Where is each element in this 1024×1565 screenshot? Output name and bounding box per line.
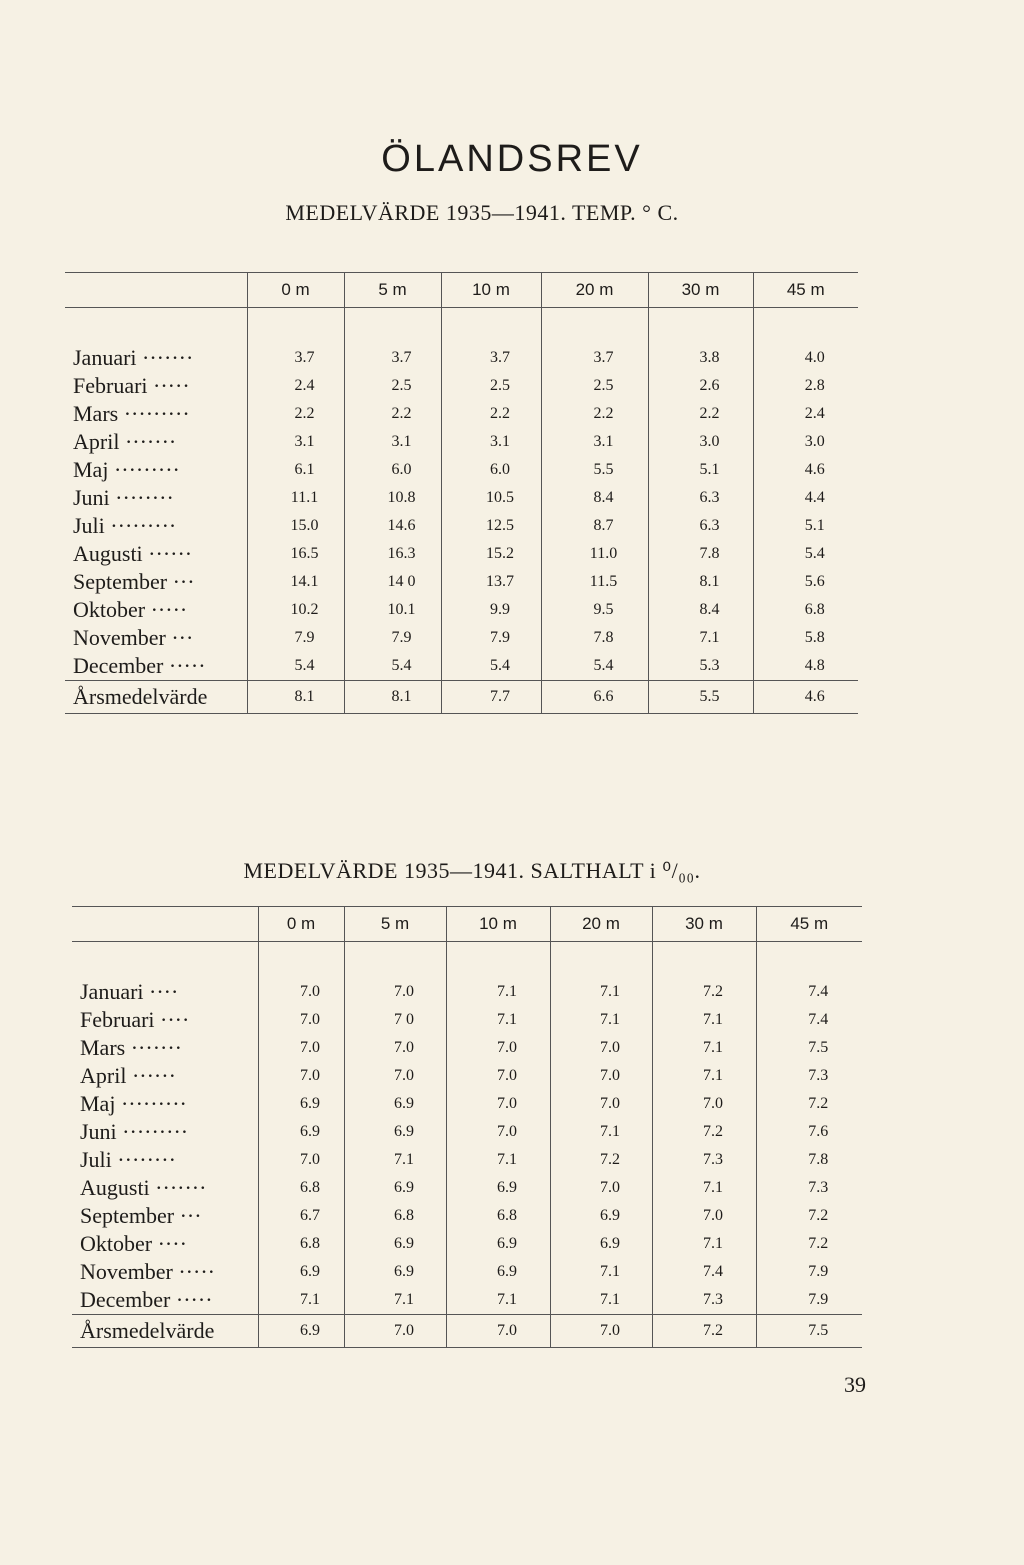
table-row bbox=[65, 652, 858, 681]
value-cell: 6.9 bbox=[344, 1258, 446, 1286]
summary-value: 6.9 bbox=[258, 1315, 344, 1348]
value-cell: 7.1 bbox=[446, 1286, 550, 1315]
table-row bbox=[72, 1202, 862, 1230]
table-row bbox=[72, 1174, 862, 1202]
summary-value: 4.6 bbox=[753, 681, 858, 714]
table-row bbox=[65, 568, 858, 596]
table-row bbox=[65, 484, 858, 512]
value-cell: 7.0 bbox=[652, 1090, 756, 1118]
value-cell: 6.9 bbox=[446, 1174, 550, 1202]
table-row bbox=[72, 1034, 862, 1062]
table-row bbox=[65, 624, 858, 652]
value-cell: 12.5 bbox=[441, 512, 541, 540]
value-cell: 2.2 bbox=[441, 400, 541, 428]
value-cell: 10.5 bbox=[441, 484, 541, 512]
row-label: December ····· bbox=[80, 1287, 213, 1312]
value-cell: 7.4 bbox=[756, 978, 862, 1006]
table-row bbox=[65, 540, 858, 568]
summary-row bbox=[72, 1315, 862, 1348]
value-cell: 6.1 bbox=[247, 456, 344, 484]
summary-value: 7.5 bbox=[756, 1315, 862, 1348]
row-label: Oktober ····· bbox=[73, 597, 188, 622]
summary-label: Årsmedelvärde bbox=[65, 681, 247, 714]
value-cell: 8.4 bbox=[541, 484, 648, 512]
value-cell: 6.8 bbox=[753, 596, 858, 624]
temperature-table bbox=[65, 272, 858, 714]
spacer-cell bbox=[72, 942, 258, 979]
value-cell: 7.3 bbox=[652, 1146, 756, 1174]
value-cell: 3.1 bbox=[441, 428, 541, 456]
summary-value: 5.5 bbox=[648, 681, 753, 714]
column-header: 5 m bbox=[344, 273, 441, 308]
value-cell: 6.9 bbox=[550, 1202, 652, 1230]
value-cell: 7.1 bbox=[550, 1118, 652, 1146]
column-header: 0 m bbox=[258, 907, 344, 942]
value-cell: 7.1 bbox=[550, 1258, 652, 1286]
value-cell: 13.7 bbox=[441, 568, 541, 596]
value-cell: 6.3 bbox=[648, 484, 753, 512]
summary-value: 8.1 bbox=[247, 681, 344, 714]
value-cell: 6.8 bbox=[344, 1202, 446, 1230]
value-cell: 7.0 bbox=[550, 1090, 652, 1118]
row-label: Juli ········ bbox=[80, 1147, 176, 1172]
header-corner bbox=[65, 273, 247, 308]
value-cell: 7.9 bbox=[247, 624, 344, 652]
column-header: 10 m bbox=[441, 273, 541, 308]
row-label: Mars ······· bbox=[80, 1035, 182, 1060]
table-row bbox=[72, 978, 862, 1006]
table-row bbox=[65, 428, 858, 456]
value-cell: 6.7 bbox=[258, 1202, 344, 1230]
value-cell: 7.2 bbox=[756, 1090, 862, 1118]
value-cell: 11.5 bbox=[541, 568, 648, 596]
value-cell: 5.4 bbox=[541, 652, 648, 681]
row-label: Juni ········ bbox=[73, 485, 174, 510]
row-label: Februari ····· bbox=[73, 373, 190, 398]
value-cell: 2.4 bbox=[753, 400, 858, 428]
column-header: 30 m bbox=[648, 273, 753, 308]
spacer-cell bbox=[441, 308, 541, 345]
table-row bbox=[72, 1230, 862, 1258]
value-cell: 2.2 bbox=[247, 400, 344, 428]
value-cell: 7.2 bbox=[652, 978, 756, 1006]
value-cell: 2.2 bbox=[344, 400, 441, 428]
value-cell: 7.3 bbox=[652, 1286, 756, 1315]
value-cell: 6.9 bbox=[344, 1174, 446, 1202]
value-cell: 2.8 bbox=[753, 372, 858, 400]
value-cell: 7.1 bbox=[344, 1146, 446, 1174]
row-label: Augusti ······ bbox=[73, 541, 193, 566]
value-cell: 6.9 bbox=[344, 1090, 446, 1118]
value-cell: 14 0 bbox=[344, 568, 441, 596]
value-cell: 6.9 bbox=[550, 1230, 652, 1258]
spacer-cell bbox=[756, 942, 862, 979]
column-header: 5 m bbox=[344, 907, 446, 942]
value-cell: 7.4 bbox=[756, 1006, 862, 1034]
row-label: September ··· bbox=[80, 1203, 202, 1228]
page-title: ÖLANDSREV bbox=[381, 138, 643, 180]
header-corner bbox=[72, 907, 258, 942]
spacer-cell bbox=[344, 942, 446, 979]
value-cell: 7.0 bbox=[652, 1202, 756, 1230]
spacer-cell bbox=[247, 308, 344, 345]
value-cell: 7.0 bbox=[550, 1034, 652, 1062]
summary-value: 7.2 bbox=[652, 1315, 756, 1348]
value-cell: 7.0 bbox=[550, 1174, 652, 1202]
spacer-cell bbox=[65, 308, 247, 345]
salt-table-body bbox=[72, 942, 862, 1348]
value-cell: 3.7 bbox=[247, 344, 344, 372]
table-row bbox=[72, 1146, 862, 1174]
value-cell: 5.5 bbox=[541, 456, 648, 484]
value-cell: 6.0 bbox=[344, 456, 441, 484]
value-cell: 6.8 bbox=[446, 1202, 550, 1230]
row-label: December ····· bbox=[73, 653, 206, 678]
value-cell: 4.0 bbox=[753, 344, 858, 372]
row-label: Maj ········· bbox=[73, 457, 180, 482]
value-cell: 5.3 bbox=[648, 652, 753, 681]
row-label: April ······· bbox=[73, 429, 177, 454]
value-cell: 7.1 bbox=[550, 978, 652, 1006]
summary-value: 7.0 bbox=[344, 1315, 446, 1348]
value-cell: 10.8 bbox=[344, 484, 441, 512]
value-cell: 7.1 bbox=[652, 1034, 756, 1062]
value-cell: 7.6 bbox=[756, 1118, 862, 1146]
value-cell: 7.1 bbox=[446, 1146, 550, 1174]
value-cell: 2.2 bbox=[541, 400, 648, 428]
value-cell: 7.3 bbox=[756, 1174, 862, 1202]
value-cell: 7.0 bbox=[258, 1146, 344, 1174]
value-cell: 9.5 bbox=[541, 596, 648, 624]
value-cell: 7.8 bbox=[648, 540, 753, 568]
spacer-cell bbox=[652, 942, 756, 979]
summary-row bbox=[65, 681, 858, 714]
table-header-row bbox=[72, 907, 862, 942]
value-cell: 3.1 bbox=[541, 428, 648, 456]
value-cell: 7.9 bbox=[344, 624, 441, 652]
column-header: 10 m bbox=[446, 907, 550, 942]
value-cell: 10.2 bbox=[247, 596, 344, 624]
table-row bbox=[65, 372, 858, 400]
summary-value: 7.7 bbox=[441, 681, 541, 714]
value-cell: 6.8 bbox=[258, 1230, 344, 1258]
value-cell: 7.1 bbox=[550, 1006, 652, 1034]
value-cell: 6.9 bbox=[258, 1258, 344, 1286]
table-row bbox=[72, 1118, 862, 1146]
value-cell: 6.9 bbox=[258, 1090, 344, 1118]
table-row bbox=[72, 1286, 862, 1315]
summary-label: Årsmedelvärde bbox=[72, 1315, 258, 1348]
value-cell: 6.0 bbox=[441, 456, 541, 484]
value-cell: 7.9 bbox=[441, 624, 541, 652]
value-cell: 2.2 bbox=[648, 400, 753, 428]
summary-value: 8.1 bbox=[344, 681, 441, 714]
table-row bbox=[72, 1006, 862, 1034]
value-cell: 15.2 bbox=[441, 540, 541, 568]
value-cell: 16.3 bbox=[344, 540, 441, 568]
value-cell: 7.0 bbox=[258, 1034, 344, 1062]
row-label: Januari ······· bbox=[73, 345, 194, 370]
value-cell: 7.1 bbox=[652, 1230, 756, 1258]
column-header: 45 m bbox=[753, 273, 858, 308]
table-row bbox=[65, 512, 858, 540]
row-label: November ··· bbox=[73, 625, 194, 650]
value-cell: 16.5 bbox=[247, 540, 344, 568]
value-cell: 5.4 bbox=[441, 652, 541, 681]
value-cell: 7.1 bbox=[258, 1286, 344, 1315]
value-cell: 3.0 bbox=[648, 428, 753, 456]
row-label: November ····· bbox=[80, 1259, 215, 1284]
value-cell: 7.8 bbox=[756, 1146, 862, 1174]
value-cell: 5.1 bbox=[753, 512, 858, 540]
spacer-cell bbox=[258, 942, 344, 979]
value-cell: 7.5 bbox=[756, 1034, 862, 1062]
value-cell: 7.2 bbox=[550, 1146, 652, 1174]
table-row bbox=[72, 1258, 862, 1286]
spacer-cell bbox=[753, 308, 858, 345]
value-cell: 14.1 bbox=[247, 568, 344, 596]
summary-value: 7.0 bbox=[550, 1315, 652, 1348]
value-cell: 7.4 bbox=[652, 1258, 756, 1286]
salt-table-caption: MEDELVÄRDE 1935—1941. SALTHALT i ⁰/₀₀. bbox=[243, 858, 701, 883]
value-cell: 7.0 bbox=[344, 978, 446, 1006]
value-cell: 7.1 bbox=[446, 1006, 550, 1034]
summary-value: 7.0 bbox=[446, 1315, 550, 1348]
value-cell: 15.0 bbox=[247, 512, 344, 540]
value-cell: 7.0 bbox=[550, 1062, 652, 1090]
value-cell: 7.1 bbox=[550, 1286, 652, 1315]
value-cell: 2.5 bbox=[441, 372, 541, 400]
value-cell: 3.0 bbox=[753, 428, 858, 456]
value-cell: 5.6 bbox=[753, 568, 858, 596]
value-cell: 5.8 bbox=[753, 624, 858, 652]
value-cell: 2.5 bbox=[344, 372, 441, 400]
value-cell: 7.9 bbox=[756, 1286, 862, 1315]
temp-table-caption: MEDELVÄRDE 1935—1941. TEMP. ° C. bbox=[285, 200, 679, 225]
value-cell: 3.7 bbox=[541, 344, 648, 372]
value-cell: 8.1 bbox=[648, 568, 753, 596]
table-row bbox=[72, 1062, 862, 1090]
value-cell: 7.0 bbox=[446, 1034, 550, 1062]
value-cell: 7.8 bbox=[541, 624, 648, 652]
row-label: Oktober ···· bbox=[80, 1231, 187, 1256]
value-cell: 7.0 bbox=[344, 1062, 446, 1090]
value-cell: 4.8 bbox=[753, 652, 858, 681]
row-label: Juli ········· bbox=[73, 513, 177, 538]
spacer-cell bbox=[446, 942, 550, 979]
value-cell: 11.0 bbox=[541, 540, 648, 568]
table-row bbox=[72, 1090, 862, 1118]
value-cell: 14.6 bbox=[344, 512, 441, 540]
row-label: Mars ········· bbox=[73, 401, 190, 426]
value-cell: 5.4 bbox=[344, 652, 441, 681]
value-cell: 3.1 bbox=[344, 428, 441, 456]
value-cell: 7.1 bbox=[652, 1174, 756, 1202]
spacer-cell bbox=[550, 942, 652, 979]
value-cell: 7.1 bbox=[648, 624, 753, 652]
summary-value: 6.6 bbox=[541, 681, 648, 714]
value-cell: 2.4 bbox=[247, 372, 344, 400]
table-row bbox=[65, 400, 858, 428]
spacer-row bbox=[72, 942, 862, 979]
spacer-cell bbox=[648, 308, 753, 345]
value-cell: 7.3 bbox=[756, 1062, 862, 1090]
table-row bbox=[65, 596, 858, 624]
row-label: Augusti ······· bbox=[80, 1175, 207, 1200]
table-header-row bbox=[65, 273, 858, 308]
value-cell: 7.0 bbox=[258, 1062, 344, 1090]
table-row bbox=[65, 344, 858, 372]
value-cell: 6.9 bbox=[344, 1230, 446, 1258]
value-cell: 3.7 bbox=[441, 344, 541, 372]
value-cell: 7.1 bbox=[344, 1286, 446, 1315]
value-cell: 7.9 bbox=[756, 1258, 862, 1286]
row-label: Februari ···· bbox=[80, 1007, 190, 1032]
value-cell: 7.0 bbox=[344, 1034, 446, 1062]
row-label: September ··· bbox=[73, 569, 195, 594]
value-cell: 5.1 bbox=[648, 456, 753, 484]
value-cell: 6.8 bbox=[258, 1174, 344, 1202]
value-cell: 7.0 bbox=[258, 978, 344, 1006]
row-label: April ······ bbox=[80, 1063, 176, 1088]
value-cell: 6.9 bbox=[446, 1258, 550, 1286]
value-cell: 7.0 bbox=[258, 1006, 344, 1034]
spacer-cell bbox=[541, 308, 648, 345]
salinity-table bbox=[72, 906, 862, 1348]
row-label: Juni ········· bbox=[80, 1119, 189, 1144]
value-cell: 9.9 bbox=[441, 596, 541, 624]
value-cell: 8.4 bbox=[648, 596, 753, 624]
value-cell: 4.4 bbox=[753, 484, 858, 512]
column-header: 30 m bbox=[652, 907, 756, 942]
value-cell: 7.0 bbox=[446, 1062, 550, 1090]
value-cell: 7.0 bbox=[446, 1090, 550, 1118]
column-header: 20 m bbox=[550, 907, 652, 942]
value-cell: 6.9 bbox=[258, 1118, 344, 1146]
value-cell: 7.2 bbox=[756, 1230, 862, 1258]
value-cell: 3.7 bbox=[344, 344, 441, 372]
value-cell: 7.0 bbox=[446, 1118, 550, 1146]
value-cell: 7.1 bbox=[652, 1062, 756, 1090]
value-cell: 7.2 bbox=[756, 1202, 862, 1230]
value-cell: 11.1 bbox=[247, 484, 344, 512]
column-header: 45 m bbox=[756, 907, 862, 942]
table-row bbox=[65, 456, 858, 484]
row-label: Januari ···· bbox=[80, 979, 179, 1004]
value-cell: 2.6 bbox=[648, 372, 753, 400]
value-cell: 7.1 bbox=[446, 978, 550, 1006]
value-cell: 3.1 bbox=[247, 428, 344, 456]
column-header: 0 m bbox=[247, 273, 344, 308]
page-number: 39 bbox=[844, 1372, 866, 1397]
value-cell: 5.4 bbox=[753, 540, 858, 568]
value-cell: 6.9 bbox=[446, 1230, 550, 1258]
value-cell: 4.6 bbox=[753, 456, 858, 484]
temp-table-body bbox=[65, 308, 858, 714]
column-header: 20 m bbox=[541, 273, 648, 308]
value-cell: 6.9 bbox=[344, 1118, 446, 1146]
value-cell: 8.7 bbox=[541, 512, 648, 540]
spacer-row bbox=[65, 308, 858, 345]
value-cell: 7.2 bbox=[652, 1118, 756, 1146]
spacer-cell bbox=[344, 308, 441, 345]
value-cell: 7 0 bbox=[344, 1006, 446, 1034]
value-cell: 5.4 bbox=[247, 652, 344, 681]
value-cell: 7.1 bbox=[652, 1006, 756, 1034]
value-cell: 10.1 bbox=[344, 596, 441, 624]
value-cell: 2.5 bbox=[541, 372, 648, 400]
value-cell: 3.8 bbox=[648, 344, 753, 372]
value-cell: 6.3 bbox=[648, 512, 753, 540]
row-label: Maj ········· bbox=[80, 1091, 187, 1116]
